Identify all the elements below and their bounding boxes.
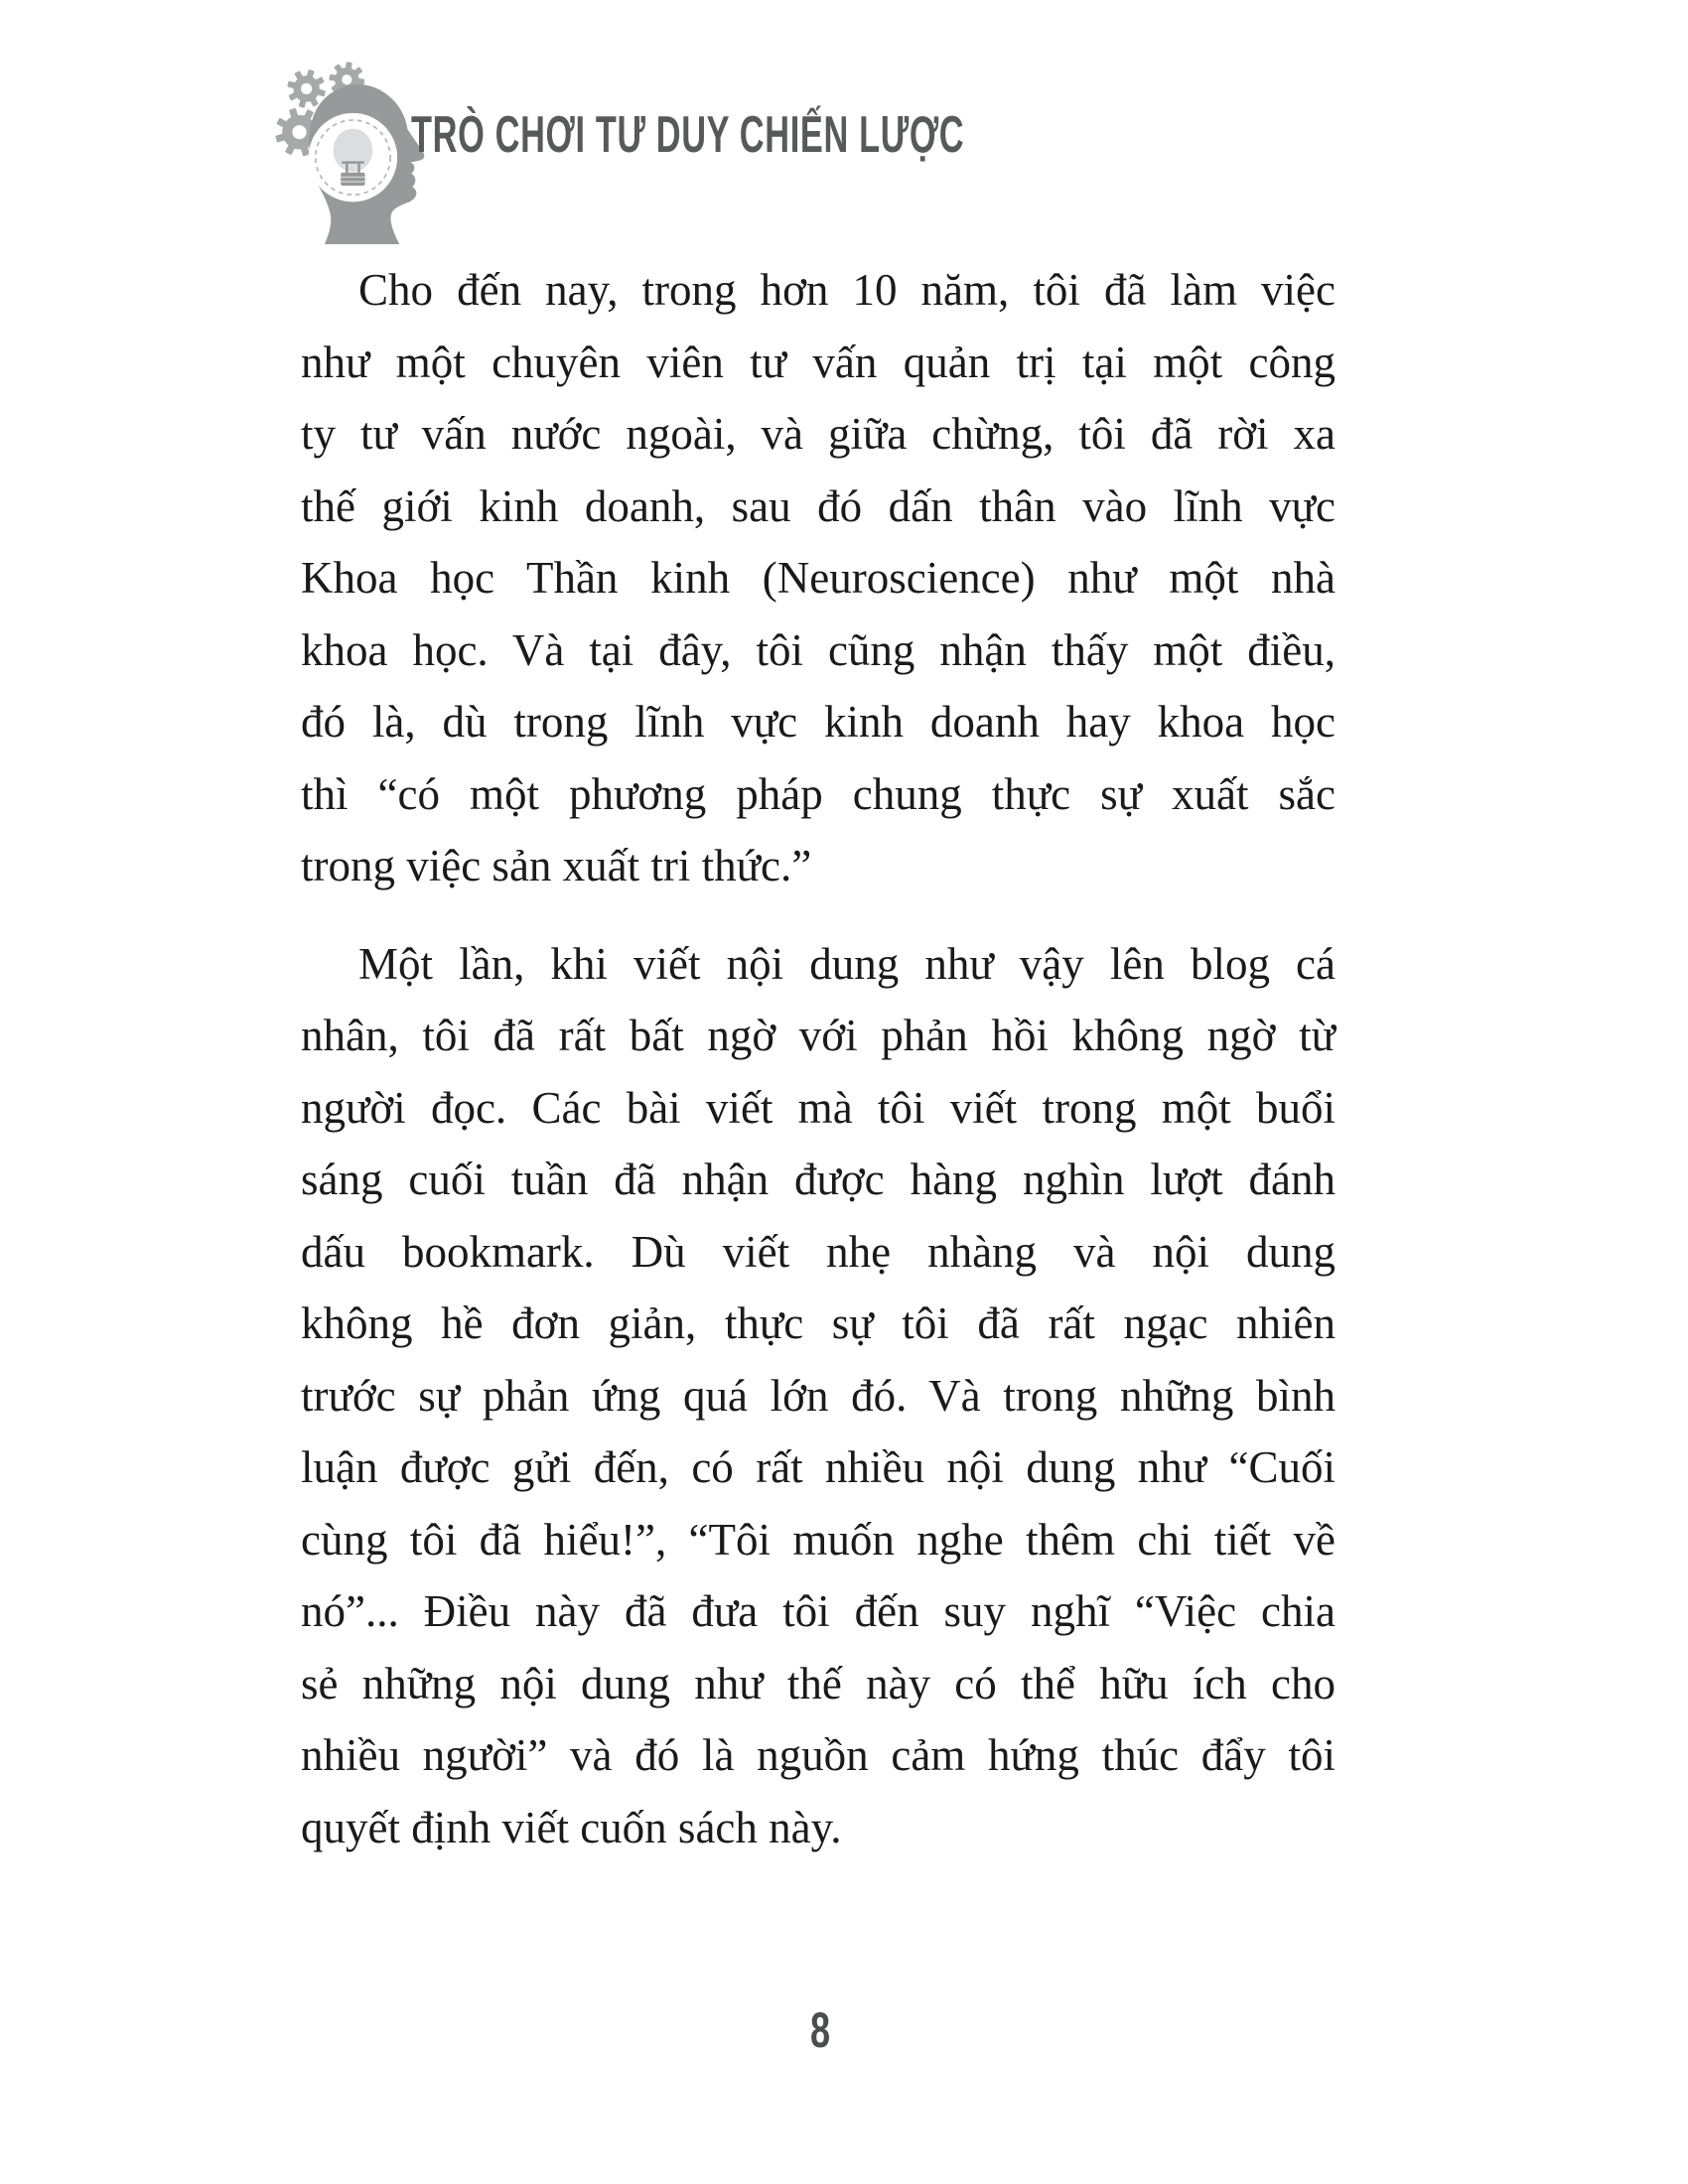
text-line: đó là, dù trong lĩnh vực kinh doanh hay khoa học (301, 697, 1336, 747)
text-line: nhiều người” và đó là nguồn cảm hứng thúc đẩy tôi (301, 1730, 1336, 1780)
text-line: Một lần, khi viết nội dung như vậy lên blog cá (358, 938, 1336, 989)
book-title: TRÒ CHƠI TƯ DUY CHIẾN LƯỢC (411, 106, 965, 164)
text-line: Cho đến nay, trong hơn 10 năm, tôi đã làm việc (358, 265, 1336, 315)
page-number: 8 (809, 2002, 831, 2058)
text-line: cùng tôi đã hiểu!”, “Tôi muốn nghe thêm chi tiết về (301, 1514, 1336, 1565)
body-text (301, 254, 1336, 1863)
text-line: thế giới kinh doanh, sau đó dấn thân vào lĩnh vực (301, 480, 1336, 531)
paragraph (301, 928, 1336, 1864)
text-line: nó”... Điều này đã đưa tôi đến suy nghĩ “Việc chia (301, 1586, 1336, 1636)
text-line: trong việc sản xuất tri thức.” (301, 841, 812, 890)
text-line: thì “có một phương pháp chung thực sự xuất sắc (301, 768, 1336, 819)
text-line: ty tư vấn nước ngoài, và giữa chừng, tôi đã rời xa (301, 409, 1336, 459)
text-line: dấu bookmark. Dù viết nhẹ nhàng và nội dung (301, 1226, 1336, 1277)
text-line: nhân, tôi đã rất bất ngờ với phản hồi không ngờ từ (301, 1011, 1336, 1060)
paragraph (301, 254, 1336, 902)
text-line: luận được gửi đến, có rất nhiều nội dung như “Cuối (301, 1442, 1336, 1492)
text-line: sáng cuối tuần đã nhận được hàng nghìn lượt đánh (301, 1155, 1336, 1204)
text-line: không hề đơn giản, thực sự tôi đã rất ngạc nhiên (301, 1298, 1336, 1348)
text-line: người đọc. Các bài viết mà tôi viết trong một buổi (301, 1082, 1336, 1133)
text-line: quyết định viết cuốn sách này. (301, 1802, 842, 1852)
text-line: trước sự phản ứng quá lớn đó. Và trong những bình (301, 1370, 1336, 1421)
text-line: sẻ những nội dung như thế này có thể hữu ích cho (301, 1658, 1336, 1708)
text-line: Khoa học Thần kinh (Neuroscience) như một nhà (301, 553, 1336, 603)
text-line: khoa học. Và tại đây, tôi cũng nhận thấy một điều, (301, 624, 1336, 675)
page-header (0, 0, 1688, 248)
text-line: như một chuyên viên tư vấn quản trị tại một công (301, 337, 1336, 387)
